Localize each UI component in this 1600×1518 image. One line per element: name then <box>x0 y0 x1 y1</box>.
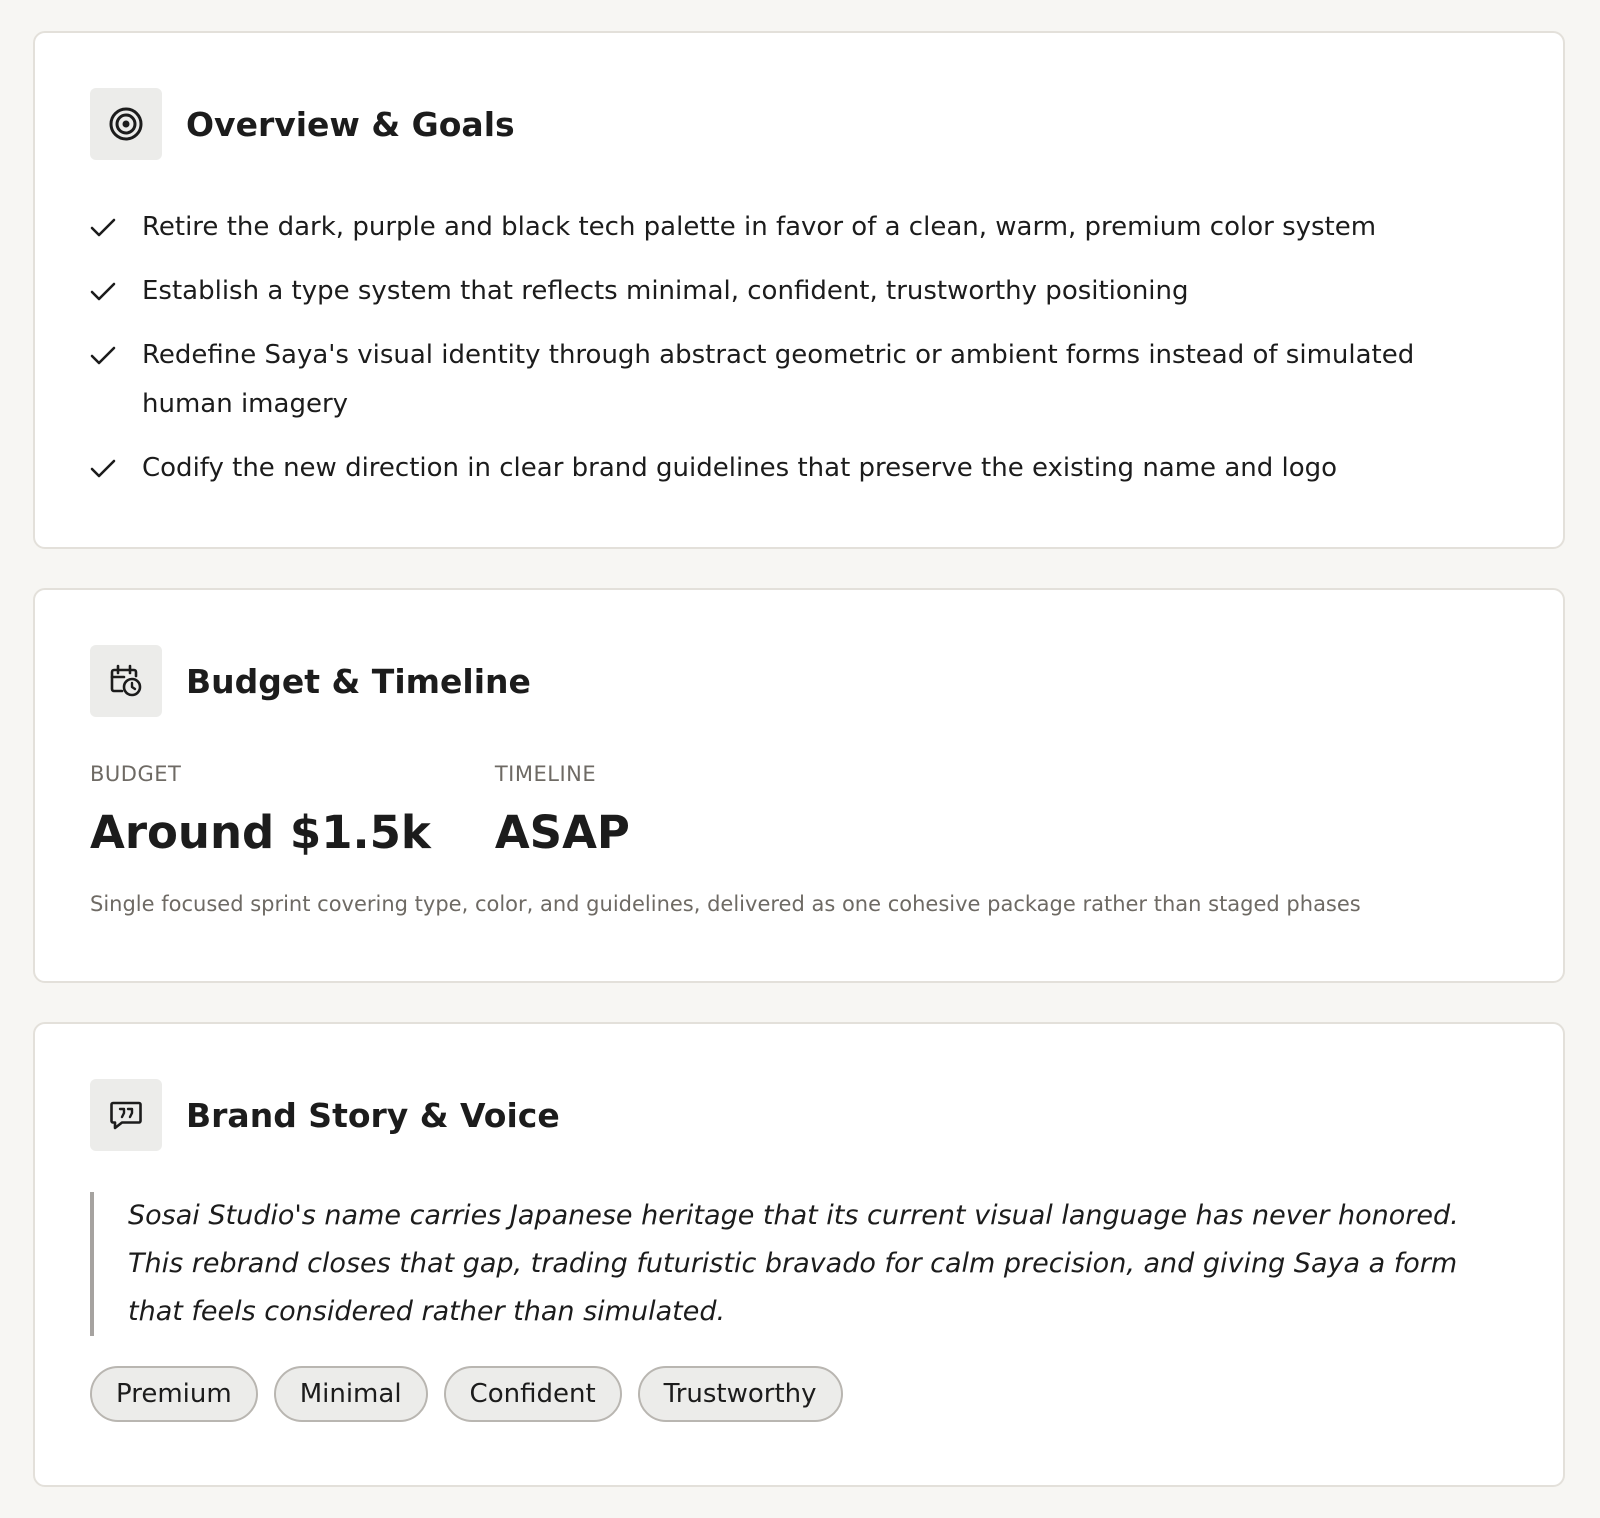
budget-header <box>90 645 531 717</box>
budget-column <box>90 760 431 860</box>
budget-timeline-card <box>33 588 1565 983</box>
timeline-label: TIMELINE <box>494 762 597 786</box>
voice-tags <box>90 1366 859 1422</box>
brand-header <box>90 1079 560 1151</box>
timeline-value: ASAP <box>494 806 630 859</box>
quote-bubble-icon <box>90 1079 162 1151</box>
overview-title: Overview & Goals <box>186 104 515 144</box>
goal-item <box>90 331 1510 429</box>
tag-confident: Confident <box>444 1366 622 1422</box>
goal-item <box>90 203 1510 252</box>
check-icon <box>90 331 142 380</box>
check-icon <box>90 267 142 316</box>
brand-quote: Sosai Studio's name carries Japanese heritage that its current visual language has never honored. This rebrand closes that gap, trading futuristic bravado for calm precision, and giving Saya a form that feels considered rather than simulated. <box>90 1192 1470 1336</box>
tag-premium: Premium <box>90 1366 258 1422</box>
overview-goals-card <box>33 31 1565 549</box>
goal-text: Establish a type system that reflects minimal, confident, trustworthy positioning <box>142 276 1189 306</box>
calendar-clock-icon <box>90 645 162 717</box>
budget-value: Around $1.5k <box>90 806 431 859</box>
goal-item <box>90 267 1510 316</box>
overview-header <box>90 88 515 160</box>
goal-text: Retire the dark, purple and black tech palette in favor of a clean, warm, premium color system <box>142 212 1377 242</box>
budget-label: BUDGET <box>90 762 182 786</box>
timeline-column <box>495 760 630 860</box>
goals-list <box>90 203 1510 508</box>
budget-note: Single focused sprint covering type, color, and guidelines, delivered as one cohesive package rather than staged phases <box>90 892 1361 916</box>
tag-minimal: Minimal <box>274 1366 428 1422</box>
brand-story-card <box>33 1022 1565 1487</box>
budget-grid <box>90 760 694 860</box>
check-icon <box>90 203 142 252</box>
budget-title: Budget & Timeline <box>186 661 531 701</box>
target-icon <box>90 88 162 160</box>
goal-text: Codify the new direction in clear brand guidelines that preserve the existing name and logo <box>142 453 1338 483</box>
goal-text: Redefine Saya's visual identity through abstract geometric or ambient forms instead of simulated human imagery <box>142 340 1415 419</box>
goal-item <box>90 444 1510 493</box>
brand-title: Brand Story & Voice <box>186 1095 560 1135</box>
check-icon <box>90 444 142 493</box>
tag-trustworthy: Trustworthy <box>638 1366 843 1422</box>
